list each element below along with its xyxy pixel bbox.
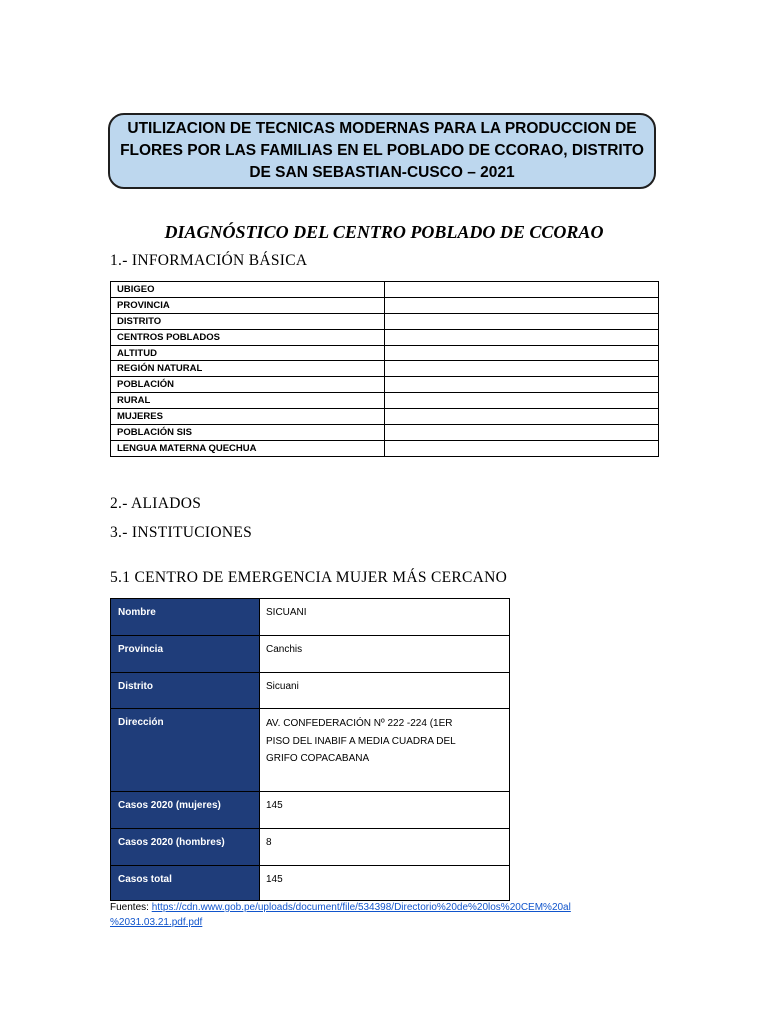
row-value [385, 361, 659, 377]
table-row [111, 329, 659, 345]
table-row [111, 792, 510, 829]
row-label: ALTITUD [111, 345, 385, 361]
source-link[interactable] [110, 902, 571, 928]
section-cem-heading: 5.1 CENTRO DE EMERGENCIA MUJER MÁS CERCANO [110, 569, 508, 586]
row-value [385, 393, 659, 409]
cem-table [110, 598, 510, 901]
cem-label-casos-total: Casos total [111, 866, 260, 901]
address-line: AV. CONFEDERACIÓN Nº 222 -224 (1ER [266, 718, 453, 729]
cem-value-direccion [260, 709, 510, 792]
row-value [385, 329, 659, 345]
cem-label-casos-hombres: Casos 2020 (hombres) [111, 829, 260, 866]
table-row [111, 409, 659, 425]
table-row [111, 673, 510, 709]
cem-value-distrito: Sicuani [260, 673, 510, 709]
row-label: POBLACIÓN SIS [111, 425, 385, 441]
table-row [111, 440, 659, 456]
row-value [385, 345, 659, 361]
document-title-box [108, 113, 656, 189]
table-row [111, 377, 659, 393]
source-link-line1: https://cdn.www.gob.pe/uploads/document/file/534398/Directorio%20de%20los%20CEM%20al [151, 902, 571, 913]
row-value [385, 440, 659, 456]
table-row [111, 297, 659, 313]
cem-label-casos-mujeres: Casos 2020 (mujeres) [111, 792, 260, 829]
basic-info-table [110, 281, 659, 457]
table-row [111, 282, 659, 298]
table-row [111, 345, 659, 361]
row-value [385, 297, 659, 313]
section-basic-info-heading: 1.- INFORMACIÓN BÁSICA [110, 252, 308, 269]
table-row [111, 636, 510, 673]
row-label: PROVINCIA [111, 297, 385, 313]
table-row [111, 829, 510, 866]
row-label: REGIÓN NATURAL [111, 361, 385, 377]
row-label: RURAL [111, 393, 385, 409]
document-title: UTILIZACION DE TECNICAS MODERNAS PARA LA PRODUCCION DE FLORES POR LAS FAMILIAS EN EL POBLADO DE CCORAO, DISTRITO DE SAN SEBASTIAN-CUSCO – 2021 [120, 120, 644, 181]
table-row [111, 361, 659, 377]
cem-value-casos-total: 145 [260, 866, 510, 901]
address-line: PISO DEL INABIF A MEDIA CUADRA DEL [266, 735, 456, 747]
row-label: LENGUA MATERNA QUECHUA [111, 440, 385, 456]
section-allies-heading: 2.- ALIADOS [110, 495, 202, 512]
row-value [385, 377, 659, 393]
table-row [111, 313, 659, 329]
row-label: CENTROS POBLADOS [111, 329, 385, 345]
table-row [111, 599, 510, 636]
address-line: GRIFO COPACABANA [266, 753, 370, 764]
row-label: UBIGEO [111, 282, 385, 298]
cem-label-nombre: Nombre [111, 599, 260, 636]
cem-value-casos-mujeres: 145 [260, 792, 510, 829]
row-label: POBLACIÓN [111, 377, 385, 393]
sources-label: Fuentes: [110, 902, 149, 913]
row-value [385, 313, 659, 329]
row-value [385, 409, 659, 425]
table-row [111, 425, 659, 441]
cem-value-casos-hombres: 8 [260, 829, 510, 866]
sources-note [110, 900, 670, 930]
cem-value-provincia: Canchis [260, 636, 510, 673]
table-row [111, 393, 659, 409]
cem-label-direccion: Dirección [111, 709, 260, 792]
cem-label-distrito: Distrito [111, 673, 260, 709]
section-institutions-heading: 3.- INSTITUCIONES [110, 524, 253, 541]
row-value [385, 282, 659, 298]
table-row [111, 709, 510, 792]
cem-value-nombre: SICUANI [260, 599, 510, 636]
row-label: MUJERES [111, 409, 385, 425]
diagnostic-heading: DIAGNÓSTICO DEL CENTRO POBLADO DE CCORAO [164, 222, 604, 242]
row-value [385, 425, 659, 441]
table-row [111, 866, 510, 901]
cem-label-provincia: Provincia [111, 636, 260, 673]
source-link-line2: %2031.03.21.pdf.pdf [110, 917, 203, 928]
row-label: DISTRITO [111, 313, 385, 329]
